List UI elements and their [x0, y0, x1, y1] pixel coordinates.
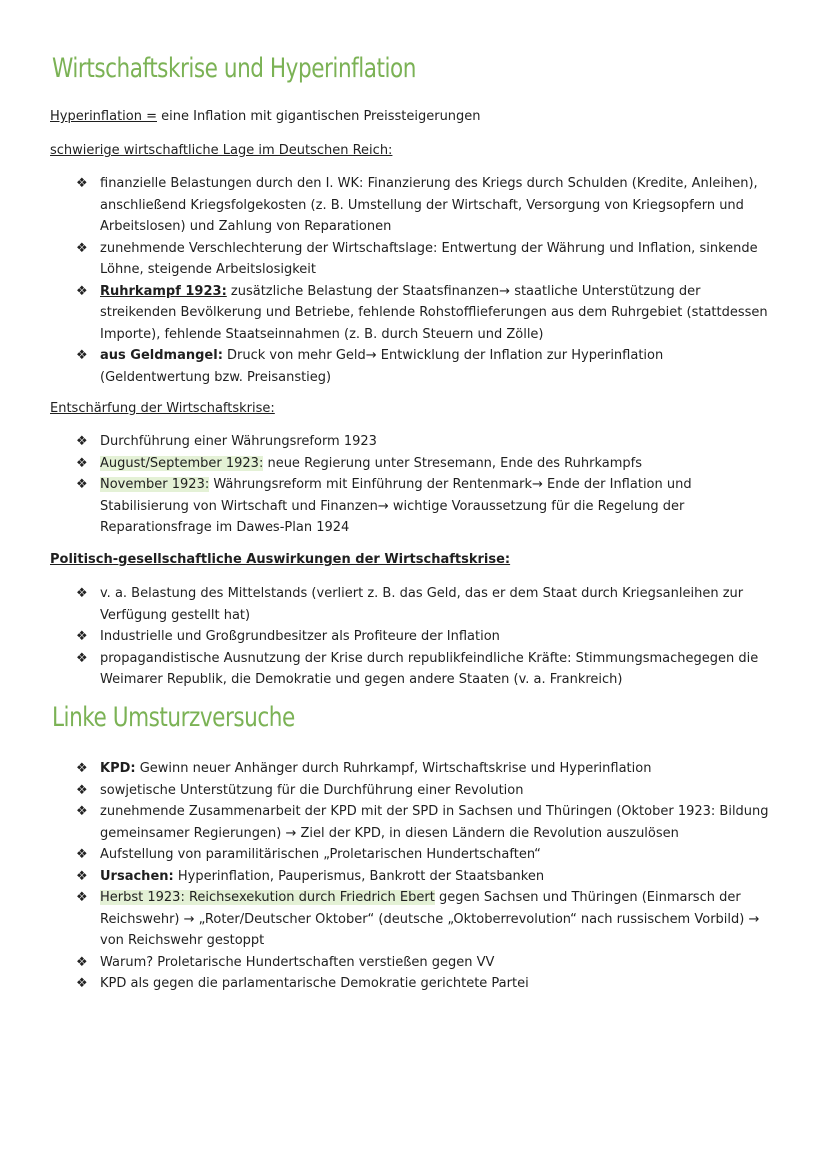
item-text: Druck von mehr Geld→ Entwicklung der Inflation zur Hyperinflation (Geldentwertung bzw. Preisanstieg)	[100, 348, 664, 385]
diamond-bullet-icon: ❖	[76, 348, 88, 363]
list-umsturz	[76, 758, 776, 995]
diamond-bullet-icon: ❖	[76, 434, 88, 449]
list-item	[76, 780, 776, 802]
item-bold: KPD:	[100, 761, 136, 776]
diamond-bullet-icon: ❖	[76, 804, 88, 819]
item-bold: aus Geldmangel:	[100, 348, 223, 363]
list-item	[76, 453, 776, 475]
title-wirtschaftskrise: Wirtschaftskrise und Hyperinflation	[52, 53, 417, 84]
diamond-bullet-icon: ❖	[76, 455, 88, 471]
diamond-bullet-icon: ❖	[76, 868, 88, 884]
list-item	[76, 866, 776, 888]
diamond-bullet-icon: ❖	[76, 586, 88, 601]
list-item	[76, 648, 776, 691]
list-entschaerfung	[76, 431, 776, 539]
item-highlight: November 1923:	[100, 477, 210, 492]
list-item	[76, 758, 776, 780]
heading-lage: schwierige wirtschaftliche Lage im Deutschen Reich:	[50, 143, 393, 158]
list-item	[76, 281, 776, 346]
item-highlight-strong: Reichsexekution durch Friedrich Ebert	[188, 890, 435, 905]
list-item	[76, 801, 776, 844]
item-text: Währungsreform mit Einführung der Rentenmark→ Ende der Inflation und Stabilisierung von Wirtschaft und Finanzen→ wichtige Voraussetzung für die Regelung der Reparationsfrage im Dawes-Plan 1924	[100, 477, 692, 535]
definition-term: Hyperinflation =	[50, 109, 157, 124]
item-text: finanzielle Belastungen durch den I. WK: Finanzierung des Kriegs durch Schulden (Kredite, Anleihen), anschließend Kriegsfolgekosten (z. B. Umstellung der Wirtschaft, Versorgung von Kriegsopfern und Arbeitslosen) und Zahlung von Reparationen	[100, 176, 758, 234]
item-bold: Ruhrkampf 1923:	[100, 283, 227, 299]
list-item	[76, 583, 776, 626]
diamond-bullet-icon: ❖	[76, 761, 88, 776]
diamond-bullet-icon: ❖	[76, 283, 88, 299]
item-text: v. a. Belastung des Mittelstands (verliert z. B. das Geld, das er dem Staat durch Kriegsanleihen zur Verfügung gestellt hat)	[100, 586, 744, 623]
diamond-bullet-icon: ❖	[76, 176, 88, 191]
diamond-bullet-icon: ❖	[76, 976, 88, 991]
list-item	[76, 626, 776, 648]
item-bold: Ursachen:	[100, 868, 174, 884]
item-text: Hyperinflation, Pauperismus, Bankrott der Staatsbanken	[173, 868, 545, 884]
item-text: zunehmende Zusammenarbeit der KPD mit der SPD in Sachsen und Thüringen (Oktober 1923: Bildung gemeinsamer Regierungen) → Ziel der KPD, in diesen Ländern die Revolution auszulösen	[100, 804, 769, 841]
item-text: Gewinn neuer Anhänger durch Ruhrkampf, Wirtschaftskrise und Hyperinflation	[135, 761, 652, 776]
item-text: Aufstellung von paramilitärischen „Proletarischen Hundertschaften“	[100, 847, 541, 862]
item-text: zunehmende Verschlechterung der Wirtschaftslage: Entwertung der Währung und Inflation, sinkende Löhne, steigende Arbeitslosigkeit	[100, 240, 758, 277]
heading-auswirkungen: Politisch-gesellschaftliche Auswirkungen der Wirtschaftskrise:	[50, 552, 511, 567]
heading-entschaerfung: Entschärfung der Wirtschaftskrise:	[50, 401, 275, 416]
list-auswirkungen	[76, 583, 776, 691]
list-item	[76, 887, 776, 952]
item-highlight: Herbst 1923:	[100, 890, 189, 905]
item-text: propagandistische Ausnutzung der Krise durch republikfeindliche Kräfte: Stimmungsmachegegen die Weimarer Republik, die Demokratie und gegen andere Staaten (v. a. Frankreich)	[100, 650, 759, 687]
list-item	[76, 173, 776, 238]
item-text: Industrielle und Großgrundbesitzer als Profiteure der Inflation	[100, 629, 500, 644]
diamond-bullet-icon: ❖	[76, 782, 88, 798]
definition-hyperinflation	[50, 107, 481, 127]
diamond-bullet-icon: ❖	[76, 890, 88, 905]
diamond-bullet-icon: ❖	[76, 477, 88, 492]
diamond-bullet-icon: ❖	[76, 650, 88, 666]
item-text: sowjetische Unterstützung für die Durchführung einer Revolution	[100, 782, 524, 798]
item-text: Durchführung einer Währungsreform 1923	[100, 434, 377, 449]
list-item	[76, 973, 776, 995]
diamond-bullet-icon: ❖	[76, 847, 88, 862]
list-item	[76, 844, 776, 866]
item-text: gegen Sachsen und Thüringen (Einmarsch der Reichswehr) → „Roter/Deutscher Oktober“ (deutsche „Oktoberrevolution“ nach russischem Vorbild) → von Reichswehr gestoppt	[100, 890, 760, 948]
list-lage	[76, 173, 776, 388]
list-item	[76, 474, 776, 539]
item-text: Warum? Proletarische Hundertschaften verstießen gegen VV	[100, 954, 495, 970]
item-text: KPD als gegen die parlamentarische Demokratie gerichtete Partei	[100, 976, 529, 991]
item-text: zusätzliche Belastung der Staatsfinanzen→ staatliche Unterstützung der streikenden Bevölkerung und Betriebe, fehlende Rohstofflieferungen aus dem Ruhrgebiet (stattdessen Importe), fehlende Staatseinnahmen (z. B. durch Steuern und Zölle)	[100, 283, 768, 342]
list-item	[76, 952, 776, 974]
title-linke-umsturzversuche: Linke Umsturzversuche	[52, 702, 295, 733]
list-item	[76, 431, 776, 453]
list-item	[76, 238, 776, 281]
diamond-bullet-icon: ❖	[76, 240, 88, 256]
diamond-bullet-icon: ❖	[76, 954, 88, 970]
item-text: neue Regierung unter Stresemann, Ende des Ruhrkampfs	[263, 455, 642, 471]
item-highlight: August/September 1923:	[100, 455, 264, 471]
diamond-bullet-icon: ❖	[76, 629, 88, 644]
definition-text: eine Inflation mit gigantischen Preissteigerungen	[157, 109, 481, 124]
list-item	[76, 345, 776, 388]
